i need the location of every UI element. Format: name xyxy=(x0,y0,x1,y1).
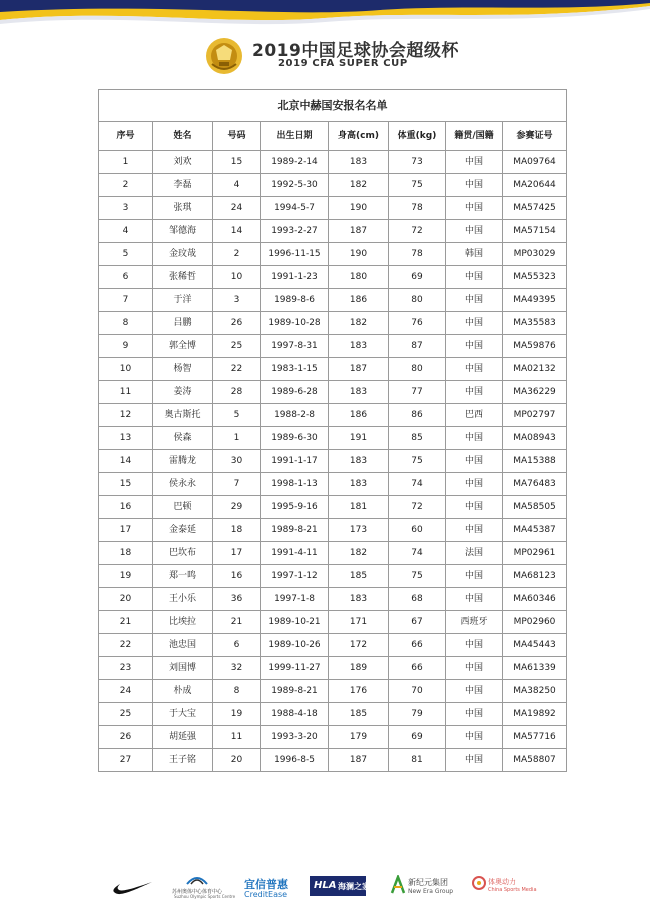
cell-weight: 78 xyxy=(389,243,446,266)
suzhou-olympic-logo-icon xyxy=(186,872,208,886)
cell-registration-id: MA09764 xyxy=(503,151,567,174)
cell-jersey: 20 xyxy=(213,749,261,772)
cell-weight: 77 xyxy=(389,381,446,404)
creditease-cn: 宜信普惠 xyxy=(244,878,288,891)
cell-weight: 80 xyxy=(389,289,446,312)
cell-height: 189 xyxy=(329,657,389,680)
cell-weight: 79 xyxy=(389,703,446,726)
cell-height: 173 xyxy=(329,519,389,542)
hla-logo xyxy=(310,876,370,896)
cell-registration-id: MA35583 xyxy=(503,312,567,335)
column-header-row xyxy=(99,122,567,151)
cell-name: 王子铭 xyxy=(153,749,213,772)
cell-name: 于洋 xyxy=(153,289,213,312)
cell-registration-id: MA08943 xyxy=(503,427,567,450)
cell-name: 胡延强 xyxy=(153,726,213,749)
cell-name: 李磊 xyxy=(153,174,213,197)
cup-logo xyxy=(204,36,244,76)
cell-jersey: 28 xyxy=(213,381,261,404)
cell-name: 金泰延 xyxy=(153,519,213,542)
cell-name: 张琪 xyxy=(153,197,213,220)
cell-birthdate: 1989-10-21 xyxy=(261,611,329,634)
table-row xyxy=(99,542,567,565)
trophy-ball-icon xyxy=(204,36,244,76)
table-row xyxy=(99,519,567,542)
table-row xyxy=(99,473,567,496)
cell-nationality: 中国 xyxy=(446,381,503,404)
table-row xyxy=(99,611,567,634)
cell-birthdate: 1997-1-8 xyxy=(261,588,329,611)
table-row xyxy=(99,174,567,197)
cell-name: 雷腾龙 xyxy=(153,450,213,473)
cell-birthdate: 1999-11-27 xyxy=(261,657,329,680)
table-row xyxy=(99,588,567,611)
cell-number: 6 xyxy=(99,266,153,289)
table-row xyxy=(99,634,567,657)
cell-jersey: 1 xyxy=(213,427,261,450)
cell-birthdate: 1991-1-17 xyxy=(261,450,329,473)
cell-weight: 76 xyxy=(389,312,446,335)
cell-height: 180 xyxy=(329,266,389,289)
cell-jersey: 8 xyxy=(213,680,261,703)
cell-height: 183 xyxy=(329,473,389,496)
table-row xyxy=(99,450,567,473)
cell-height: 187 xyxy=(329,358,389,381)
cell-nationality: 中国 xyxy=(446,749,503,772)
cell-number: 8 xyxy=(99,312,153,335)
cell-nationality: 韩国 xyxy=(446,243,503,266)
cell-nationality: 中国 xyxy=(446,289,503,312)
cell-birthdate: 1993-3-20 xyxy=(261,726,329,749)
cell-number: 17 xyxy=(99,519,153,542)
cell-name: 金玟哉 xyxy=(153,243,213,266)
cell-nationality: 中国 xyxy=(446,634,503,657)
cell-name: 张稀哲 xyxy=(153,266,213,289)
cell-name: 奥古斯托 xyxy=(153,404,213,427)
cell-height: 186 xyxy=(329,404,389,427)
cell-nationality: 中国 xyxy=(446,174,503,197)
cell-jersey: 21 xyxy=(213,611,261,634)
new-era-logo-icon xyxy=(390,875,406,895)
cell-birthdate: 1989-2-14 xyxy=(261,151,329,174)
cell-height: 191 xyxy=(329,427,389,450)
cell-birthdate: 1989-8-21 xyxy=(261,519,329,542)
cell-name: 刘欢 xyxy=(153,151,213,174)
suzhou-olympic-label: 苏州奥体中心体育中心 xyxy=(172,889,223,895)
cell-name: 吕鹏 xyxy=(153,312,213,335)
cell-registration-id: MA61339 xyxy=(503,657,567,680)
cell-number: 18 xyxy=(99,542,153,565)
new-era-en: New Era Group xyxy=(408,888,454,895)
cell-jersey: 36 xyxy=(213,588,261,611)
cell-height: 185 xyxy=(329,703,389,726)
cell-name: 郑一鸣 xyxy=(153,565,213,588)
cell-name: 于大宝 xyxy=(153,703,213,726)
cell-height: 176 xyxy=(329,680,389,703)
cell-number: 22 xyxy=(99,634,153,657)
cell-weight: 72 xyxy=(389,220,446,243)
cell-registration-id: MA20644 xyxy=(503,174,567,197)
column-header: 号码 xyxy=(213,122,261,151)
cell-nationality: 中国 xyxy=(446,680,503,703)
cell-nationality: 西班牙 xyxy=(446,611,503,634)
cell-name: 比埃拉 xyxy=(153,611,213,634)
cell-number: 16 xyxy=(99,496,153,519)
cell-weight: 60 xyxy=(389,519,446,542)
cell-height: 181 xyxy=(329,496,389,519)
cell-registration-id: MA36229 xyxy=(503,381,567,404)
cell-nationality: 中国 xyxy=(446,473,503,496)
cell-birthdate: 1996-11-15 xyxy=(261,243,329,266)
table-row xyxy=(99,657,567,680)
column-header: 参赛证号 xyxy=(503,122,567,151)
cell-height: 185 xyxy=(329,565,389,588)
cell-height: 182 xyxy=(329,312,389,335)
table-row xyxy=(99,220,567,243)
cell-number: 14 xyxy=(99,450,153,473)
new-era-cn: 新纪元集团 xyxy=(408,878,448,887)
cell-height: 183 xyxy=(329,335,389,358)
cell-birthdate: 1988-4-18 xyxy=(261,703,329,726)
table-row xyxy=(99,358,567,381)
cell-name: 侯森 xyxy=(153,427,213,450)
cell-birthdate: 1989-8-6 xyxy=(261,289,329,312)
cell-jersey: 7 xyxy=(213,473,261,496)
cell-birthdate: 1992-5-30 xyxy=(261,174,329,197)
column-header: 籍贯/国籍 xyxy=(446,122,503,151)
cell-birthdate: 1995-9-16 xyxy=(261,496,329,519)
table-row xyxy=(99,197,567,220)
cell-birthdate: 1989-6-28 xyxy=(261,381,329,404)
cell-jersey: 2 xyxy=(213,243,261,266)
table-row xyxy=(99,496,567,519)
cell-registration-id: MA76483 xyxy=(503,473,567,496)
cell-registration-id: MA38250 xyxy=(503,680,567,703)
cell-weight: 69 xyxy=(389,266,446,289)
cell-weight: 78 xyxy=(389,197,446,220)
cell-height: 190 xyxy=(329,243,389,266)
table-row xyxy=(99,749,567,772)
cell-jersey: 15 xyxy=(213,151,261,174)
cell-registration-id: MA57154 xyxy=(503,220,567,243)
cell-nationality: 中国 xyxy=(446,335,503,358)
cell-registration-id: MP02960 xyxy=(503,611,567,634)
roster-table xyxy=(98,89,567,772)
sponsor-bar xyxy=(0,866,650,906)
cell-name: 杨智 xyxy=(153,358,213,381)
cell-registration-id: MP02797 xyxy=(503,404,567,427)
column-header: 体重(kg) xyxy=(389,122,446,151)
table-row xyxy=(99,427,567,450)
cell-height: 190 xyxy=(329,197,389,220)
cell-number: 5 xyxy=(99,243,153,266)
cell-jersey: 4 xyxy=(213,174,261,197)
cell-jersey: 14 xyxy=(213,220,261,243)
cell-nationality: 中国 xyxy=(446,588,503,611)
cell-name: 侯永永 xyxy=(153,473,213,496)
top-decorative-band xyxy=(0,0,650,30)
cell-nationality: 中国 xyxy=(446,197,503,220)
cell-number: 3 xyxy=(99,197,153,220)
csm-cn: 体奥动力 xyxy=(488,878,516,886)
cell-name: 姜涛 xyxy=(153,381,213,404)
creditease-en: CreditEase xyxy=(244,890,288,899)
cell-number: 9 xyxy=(99,335,153,358)
cell-nationality: 中国 xyxy=(446,151,503,174)
cell-weight: 74 xyxy=(389,542,446,565)
cell-height: 182 xyxy=(329,542,389,565)
cell-weight: 75 xyxy=(389,450,446,473)
cell-nationality: 中国 xyxy=(446,220,503,243)
cell-number: 10 xyxy=(99,358,153,381)
cell-number: 27 xyxy=(99,749,153,772)
cell-birthdate: 1996-8-5 xyxy=(261,749,329,772)
cell-weight: 85 xyxy=(389,427,446,450)
cell-jersey: 18 xyxy=(213,519,261,542)
cell-nationality: 中国 xyxy=(446,450,503,473)
cell-registration-id: MA60346 xyxy=(503,588,567,611)
table-row xyxy=(99,381,567,404)
cell-registration-id: MP02961 xyxy=(503,542,567,565)
cell-name: 巴坎布 xyxy=(153,542,213,565)
cell-jersey: 29 xyxy=(213,496,261,519)
cell-number: 23 xyxy=(99,657,153,680)
cell-registration-id: MA19892 xyxy=(503,703,567,726)
cell-nationality: 法国 xyxy=(446,542,503,565)
cell-jersey: 3 xyxy=(213,289,261,312)
table-row xyxy=(99,703,567,726)
cell-number: 1 xyxy=(99,151,153,174)
cell-registration-id: MA59876 xyxy=(503,335,567,358)
cell-weight: 74 xyxy=(389,473,446,496)
cell-jersey: 26 xyxy=(213,312,261,335)
hla-cn: 海澜之家 xyxy=(338,882,370,891)
cell-birthdate: 1993-2-27 xyxy=(261,220,329,243)
cell-nationality: 巴西 xyxy=(446,404,503,427)
cell-height: 171 xyxy=(329,611,389,634)
cell-birthdate: 1989-10-26 xyxy=(261,634,329,657)
cell-height: 187 xyxy=(329,220,389,243)
china-sports-media-logo-icon xyxy=(472,876,486,890)
cell-nationality: 中国 xyxy=(446,358,503,381)
cell-birthdate: 1989-6-30 xyxy=(261,427,329,450)
cell-nationality: 中国 xyxy=(446,565,503,588)
cell-jersey: 19 xyxy=(213,703,261,726)
cell-number: 20 xyxy=(99,588,153,611)
cell-jersey: 24 xyxy=(213,197,261,220)
hla-en: HLA xyxy=(314,880,337,891)
table-row xyxy=(99,726,567,749)
cell-number: 15 xyxy=(99,473,153,496)
cell-weight: 67 xyxy=(389,611,446,634)
cell-nationality: 中国 xyxy=(446,703,503,726)
cell-jersey: 22 xyxy=(213,358,261,381)
cell-registration-id: MA45443 xyxy=(503,634,567,657)
cell-registration-id: MA55323 xyxy=(503,266,567,289)
cell-height: 179 xyxy=(329,726,389,749)
cell-number: 2 xyxy=(99,174,153,197)
cell-registration-id: MA02132 xyxy=(503,358,567,381)
cell-height: 183 xyxy=(329,151,389,174)
cell-jersey: 17 xyxy=(213,542,261,565)
cell-registration-id: MP03029 xyxy=(503,243,567,266)
cell-height: 186 xyxy=(329,289,389,312)
table-row xyxy=(99,266,567,289)
cell-weight: 75 xyxy=(389,565,446,588)
cell-nationality: 中国 xyxy=(446,427,503,450)
cell-height: 183 xyxy=(329,588,389,611)
cell-jersey: 25 xyxy=(213,335,261,358)
cell-registration-id: MA58807 xyxy=(503,749,567,772)
cell-registration-id: MA15388 xyxy=(503,450,567,473)
column-header: 姓名 xyxy=(153,122,213,151)
cell-number: 12 xyxy=(99,404,153,427)
cell-jersey: 11 xyxy=(213,726,261,749)
table-row xyxy=(99,335,567,358)
cell-weight: 75 xyxy=(389,174,446,197)
cell-height: 183 xyxy=(329,450,389,473)
cell-number: 26 xyxy=(99,726,153,749)
cell-number: 11 xyxy=(99,381,153,404)
cell-birthdate: 1991-1-23 xyxy=(261,266,329,289)
cell-number: 4 xyxy=(99,220,153,243)
page-subtitle: 2019 CFA SUPER CUP xyxy=(278,58,408,69)
cell-name: 朴成 xyxy=(153,680,213,703)
table-row xyxy=(99,289,567,312)
cell-birthdate: 1989-10-28 xyxy=(261,312,329,335)
cell-jersey: 10 xyxy=(213,266,261,289)
column-header: 身高(cm) xyxy=(329,122,389,151)
csm-en: China Sports Media xyxy=(488,887,537,893)
cell-weight: 68 xyxy=(389,588,446,611)
cell-birthdate: 1989-8-21 xyxy=(261,680,329,703)
cell-jersey: 6 xyxy=(213,634,261,657)
roster-body xyxy=(99,151,567,772)
cell-weight: 69 xyxy=(389,726,446,749)
cell-birthdate: 1998-1-13 xyxy=(261,473,329,496)
cell-registration-id: MA58505 xyxy=(503,496,567,519)
cell-name: 巴顿 xyxy=(153,496,213,519)
cell-number: 7 xyxy=(99,289,153,312)
cell-name: 郭全博 xyxy=(153,335,213,358)
cell-height: 172 xyxy=(329,634,389,657)
cell-number: 24 xyxy=(99,680,153,703)
cell-height: 183 xyxy=(329,381,389,404)
cell-weight: 87 xyxy=(389,335,446,358)
cell-jersey: 32 xyxy=(213,657,261,680)
cell-registration-id: MA49395 xyxy=(503,289,567,312)
page-title: 2019中国足球协会超级杯 xyxy=(252,41,459,61)
cell-name: 王小乐 xyxy=(153,588,213,611)
cell-height: 187 xyxy=(329,749,389,772)
cell-weight: 80 xyxy=(389,358,446,381)
cell-jersey: 5 xyxy=(213,404,261,427)
cell-number: 25 xyxy=(99,703,153,726)
suzhou-olympic-en: Suzhou Olympic Sports Centre xyxy=(174,894,236,899)
cell-number: 19 xyxy=(99,565,153,588)
cell-name: 邹德海 xyxy=(153,220,213,243)
column-header: 出生日期 xyxy=(261,122,329,151)
cell-nationality: 中国 xyxy=(446,496,503,519)
cell-number: 21 xyxy=(99,611,153,634)
table-row xyxy=(99,404,567,427)
cell-birthdate: 1994-5-7 xyxy=(261,197,329,220)
cell-weight: 70 xyxy=(389,680,446,703)
cell-number: 13 xyxy=(99,427,153,450)
cell-name: 刘国博 xyxy=(153,657,213,680)
table-row xyxy=(99,151,567,174)
cell-weight: 73 xyxy=(389,151,446,174)
nike-swoosh-icon xyxy=(112,880,154,896)
cell-nationality: 中国 xyxy=(446,657,503,680)
cell-weight: 72 xyxy=(389,496,446,519)
table-row xyxy=(99,565,567,588)
cell-weight: 66 xyxy=(389,634,446,657)
cell-nationality: 中国 xyxy=(446,726,503,749)
cell-nationality: 中国 xyxy=(446,266,503,289)
cell-weight: 81 xyxy=(389,749,446,772)
table-row xyxy=(99,680,567,703)
table-row xyxy=(99,243,567,266)
cell-registration-id: MA57716 xyxy=(503,726,567,749)
cell-jersey: 30 xyxy=(213,450,261,473)
cell-nationality: 中国 xyxy=(446,519,503,542)
cell-weight: 86 xyxy=(389,404,446,427)
cell-birthdate: 1997-1-12 xyxy=(261,565,329,588)
cell-birthdate: 1988-2-8 xyxy=(261,404,329,427)
cell-nationality: 中国 xyxy=(446,312,503,335)
cell-birthdate: 1983-1-15 xyxy=(261,358,329,381)
cell-registration-id: MA57425 xyxy=(503,197,567,220)
cell-birthdate: 1991-4-11 xyxy=(261,542,329,565)
roster-caption: 北京中赫国安报名名单 xyxy=(99,90,567,122)
cell-birthdate: 1997-8-31 xyxy=(261,335,329,358)
cell-registration-id: MA68123 xyxy=(503,565,567,588)
cell-registration-id: MA45387 xyxy=(503,519,567,542)
cell-weight: 66 xyxy=(389,657,446,680)
cell-jersey: 16 xyxy=(213,565,261,588)
cell-name: 池忠国 xyxy=(153,634,213,657)
table-row xyxy=(99,312,567,335)
cell-height: 182 xyxy=(329,174,389,197)
column-header: 序号 xyxy=(99,122,153,151)
